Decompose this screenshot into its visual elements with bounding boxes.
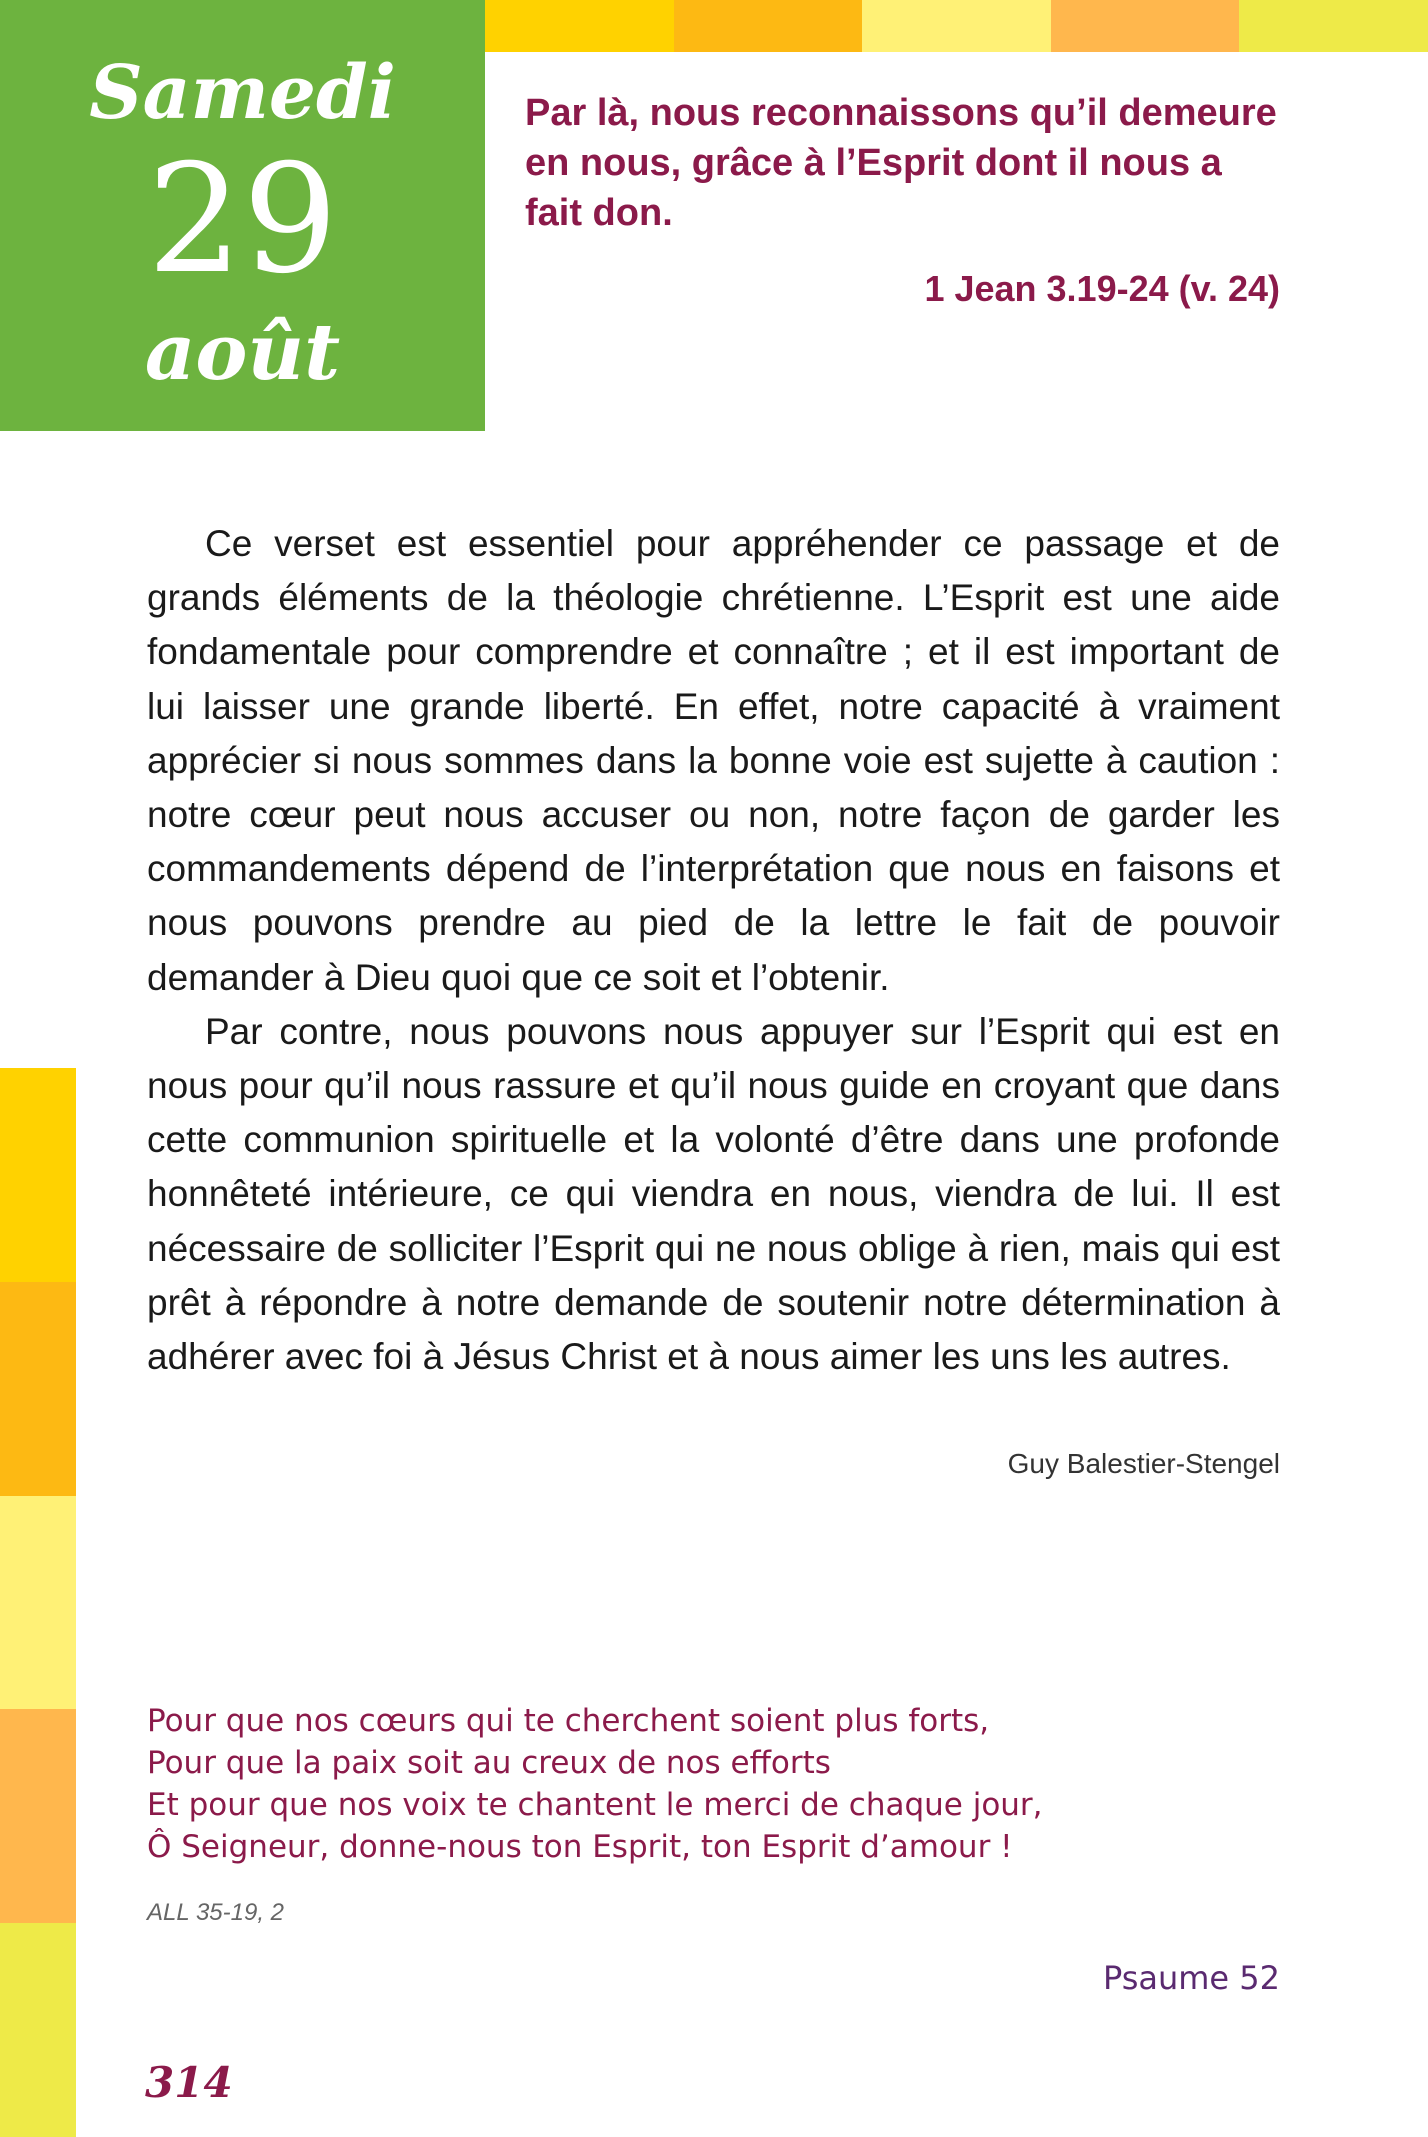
hymn-line: Ô Seigneur, donne-nous ton Esprit, ton Esprit d’amour !	[147, 1829, 1013, 1865]
strip-segment	[485, 0, 674, 52]
left-color-strip	[0, 1068, 76, 2137]
body-text	[147, 517, 1280, 1384]
hymn	[147, 1700, 1147, 1868]
hymn-line: Pour que nos cœurs qui te cherchent soient plus forts,	[147, 1703, 990, 1739]
date-box	[0, 0, 485, 431]
hymn-line: Pour que la paix soit au creux de nos efforts	[147, 1745, 831, 1781]
strip-segment	[674, 0, 863, 52]
page-number: 314	[145, 2058, 233, 2107]
strip-segment	[0, 1282, 76, 1496]
strip-segment	[1051, 0, 1240, 52]
strip-segment	[0, 1496, 76, 1710]
author-name: Guy Balestier-Stengel	[1007, 1448, 1280, 1479]
verse-text: Par là, nous reconnaissons qu’il demeure en nous, grâce à l’Esprit dont il nous a fait don.	[525, 92, 1277, 234]
strip-segment	[0, 1709, 76, 1923]
body-paragraph: Par contre, nous pouvons nous appuyer sur l’Esprit qui est en nous pour qu’il nous rassure et qu’il nous guide en croyant que dans cette communion spirituelle et la volonté d’être dans une profonde honnêteté intérieure, ce qui viendra en nous, viendra de lui. Il est nécessaire de solliciter l’Esprit qui ne nous oblige à rien, mais qui est prêt à répondre à notre demande de soutenir notre détermination à adhérer avec foi à Jésus Christ et à nous aimer les uns les autres.	[147, 1010, 1280, 1378]
date-day: Samedi	[89, 50, 396, 136]
hymn-reference: ALL 35-19, 2	[147, 1899, 285, 1926]
psalm-reference: Psaume 52	[1102, 1959, 1280, 1997]
strip-segment	[1239, 0, 1428, 52]
strip-segment	[0, 1923, 76, 2137]
date-number: 29	[147, 133, 338, 307]
hymn-line: Et pour que nos voix te chantent le merci de chaque jour,	[147, 1787, 1043, 1823]
date-month: août	[144, 307, 341, 398]
body-paragraph: Ce verset est essentiel pour appréhender ce passage et de grands éléments de la théologie chrétienne. L’Esprit est une aide fondamentale pour comprendre et connaître ; et il est important de lui laisser une grande liberté. En effet, notre capacité à vraiment apprécier si nous sommes dans la bonne voie est sujette à caution : notre cœur peut nous accuser ou non, notre façon de garder les commandements dépend de l’interprétation que nous en faisons et nous pouvons prendre au pied de la lettre le fait de pouvoir demander à Dieu quoi que ce soit et l’obtenir.	[147, 523, 1280, 998]
strip-segment	[862, 0, 1051, 52]
verse-reference: 1 Jean 3.19-24 (v. 24)	[924, 268, 1280, 309]
strip-segment	[0, 1068, 76, 1282]
top-color-strip	[485, 0, 1428, 52]
